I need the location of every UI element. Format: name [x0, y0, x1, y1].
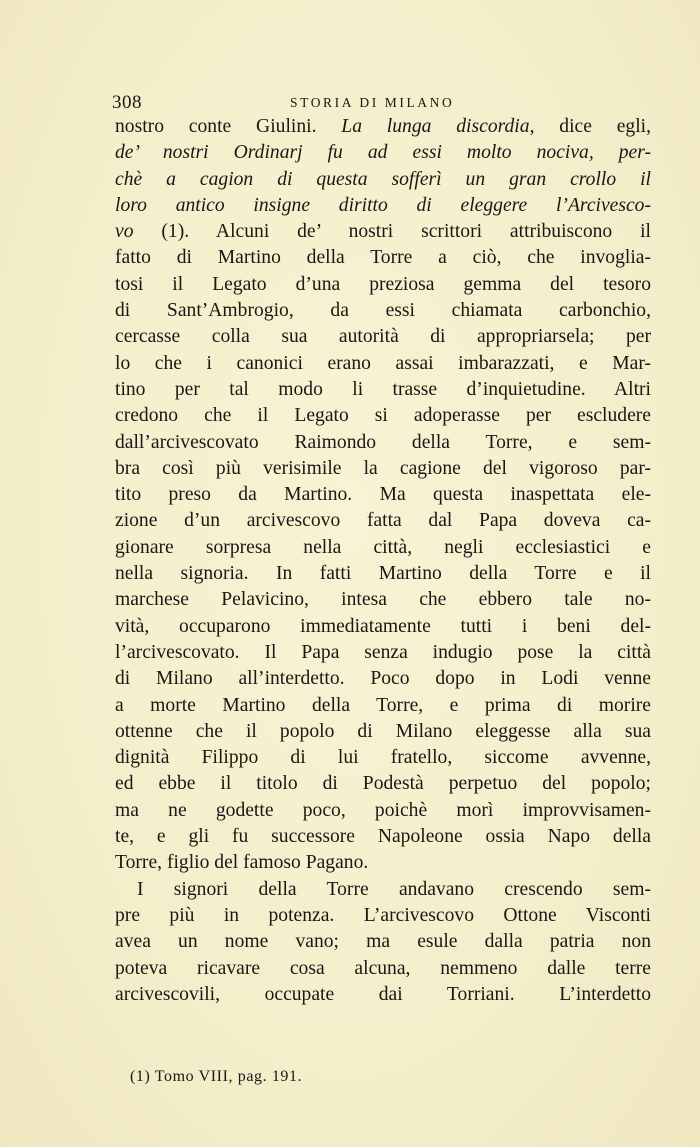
text-run: di Sant’Ambrogio, da essi chiamata carbonchio, [115, 300, 651, 322]
text-run: vità, occuparono immediatamente tutti i beni del- [115, 615, 651, 637]
text-run: a morte Martino della Torre, e prima di morire [115, 694, 651, 716]
text-run: dall’arcivescovato Raimondo della Torre, e sem- [115, 431, 651, 453]
text-line [115, 824, 651, 850]
text-run: bra così più verisimile la cagione del vigoroso par- [115, 457, 651, 479]
text-line [115, 614, 651, 640]
text-line [115, 377, 651, 403]
italic-text: loro antico insigne diritto di eleggere l’Arcivesco- [115, 194, 651, 216]
text-run: ma ne godette poco, poichè morì improvvisamen- [115, 799, 651, 821]
text-run: di Milano all’interdetto. Poco dopo in Lodi venne [115, 668, 651, 690]
text-line [115, 877, 651, 903]
text-run: Torre, figlio del famoso Pagano. [115, 852, 369, 874]
text-run: ottenne che il popolo di Milano eleggesse alla sua [115, 720, 651, 742]
text-line [115, 561, 651, 587]
italic-text: chè a cagion di questa sofferì un gran crollo il [115, 168, 651, 190]
text-line [115, 587, 651, 613]
text-run: marchese Pelavicino, intesa che ebbero tale no- [115, 589, 651, 611]
text-line [115, 982, 651, 1008]
text-run: fatto di Martino della Torre a ciò, che invoglia- [115, 247, 651, 269]
italic-text: La lunga discordia [341, 116, 530, 137]
text-line [115, 272, 651, 298]
text-line [115, 771, 651, 797]
text-line [115, 956, 651, 982]
text-line [115, 114, 651, 140]
text-line [115, 430, 651, 456]
text-run: lo che i canonici erano assai imbarazzati, e Mar- [115, 352, 651, 374]
text-run: tosi il Legato d’una preziosa gemma del tesoro [115, 273, 651, 295]
italic-text: vo [115, 221, 134, 243]
text-run: pre più in potenza. L’arcivescovo Ottone Visconti [115, 904, 651, 926]
text-run: nostro conte Giulini. [115, 116, 342, 137]
text-run: credono che il Legato si adoperasse per escludere [115, 405, 651, 427]
text-line [115, 456, 651, 482]
italic-text: de’ nostri Ordinarj fu ad essi molto nociva, per- [115, 142, 651, 164]
text-run: cercasse colla sua autorità di appropriarsela; per [115, 326, 651, 348]
text-run: nella signoria. In fatti Martino della Torre e il [115, 563, 651, 585]
text-line [115, 351, 651, 377]
text-line [115, 219, 651, 245]
text-line [115, 403, 651, 429]
text-line [115, 640, 651, 666]
text-line [115, 929, 651, 955]
text-line [115, 666, 651, 692]
text-run: gionare sorpresa nella città, negli ecclesiastici e [115, 536, 651, 558]
text-run: zione d’un arcivescovo fatta dal Papa doveva ca- [115, 510, 651, 532]
text-line [115, 719, 651, 745]
text-line [115, 693, 651, 719]
text-line [115, 193, 651, 219]
text-line [115, 245, 651, 271]
text-line [115, 140, 651, 166]
text-line [115, 798, 651, 824]
text-run: avea un nome vano; ma esule dalla patria non [115, 931, 651, 953]
running-title: STORIA DI MILANO [290, 95, 455, 110]
text-run: arcivescovili, occupate dai Torriani. L’interdetto [115, 983, 651, 1005]
text-line [115, 298, 651, 324]
text-run: I signori della Torre andavano crescendo sem- [137, 878, 651, 900]
text-line [115, 508, 651, 534]
text-run: l’arcivescovato. Il Papa senza indugio pose la città [115, 641, 651, 663]
text-run: tito preso da Martino. Ma questa inaspettata ele- [115, 484, 651, 506]
text-run: poteva ricavare cosa alcuna, nemmeno dalle terre [115, 957, 651, 979]
body-text [115, 114, 651, 1008]
footnote: (1) Tomo VIII, pag. 191. [130, 1068, 303, 1085]
text-run: dignità Filippo di lui fratello, siccome avvenne, [115, 747, 651, 769]
text-line [115, 850, 651, 876]
text-line [115, 535, 651, 561]
text-line [115, 324, 651, 350]
text-run: tino per tal modo li trasse d’inquietudine. Altri [115, 378, 651, 400]
text-line [115, 167, 651, 193]
text-run: , dice egli, [529, 116, 652, 137]
text-line [115, 482, 651, 508]
text-line [115, 745, 651, 771]
page-header [112, 92, 652, 114]
text-run: (1). Alcuni de’ nostri scrittori attribuiscono il [133, 221, 651, 243]
text-line [115, 903, 651, 929]
text-run: ed ebbe il titolo di Podestà perpetuo del popolo; [115, 773, 651, 795]
page-number: 308 [112, 92, 142, 113]
text-run: te, e gli fu successore Napoleone ossia Napo della [115, 826, 651, 848]
